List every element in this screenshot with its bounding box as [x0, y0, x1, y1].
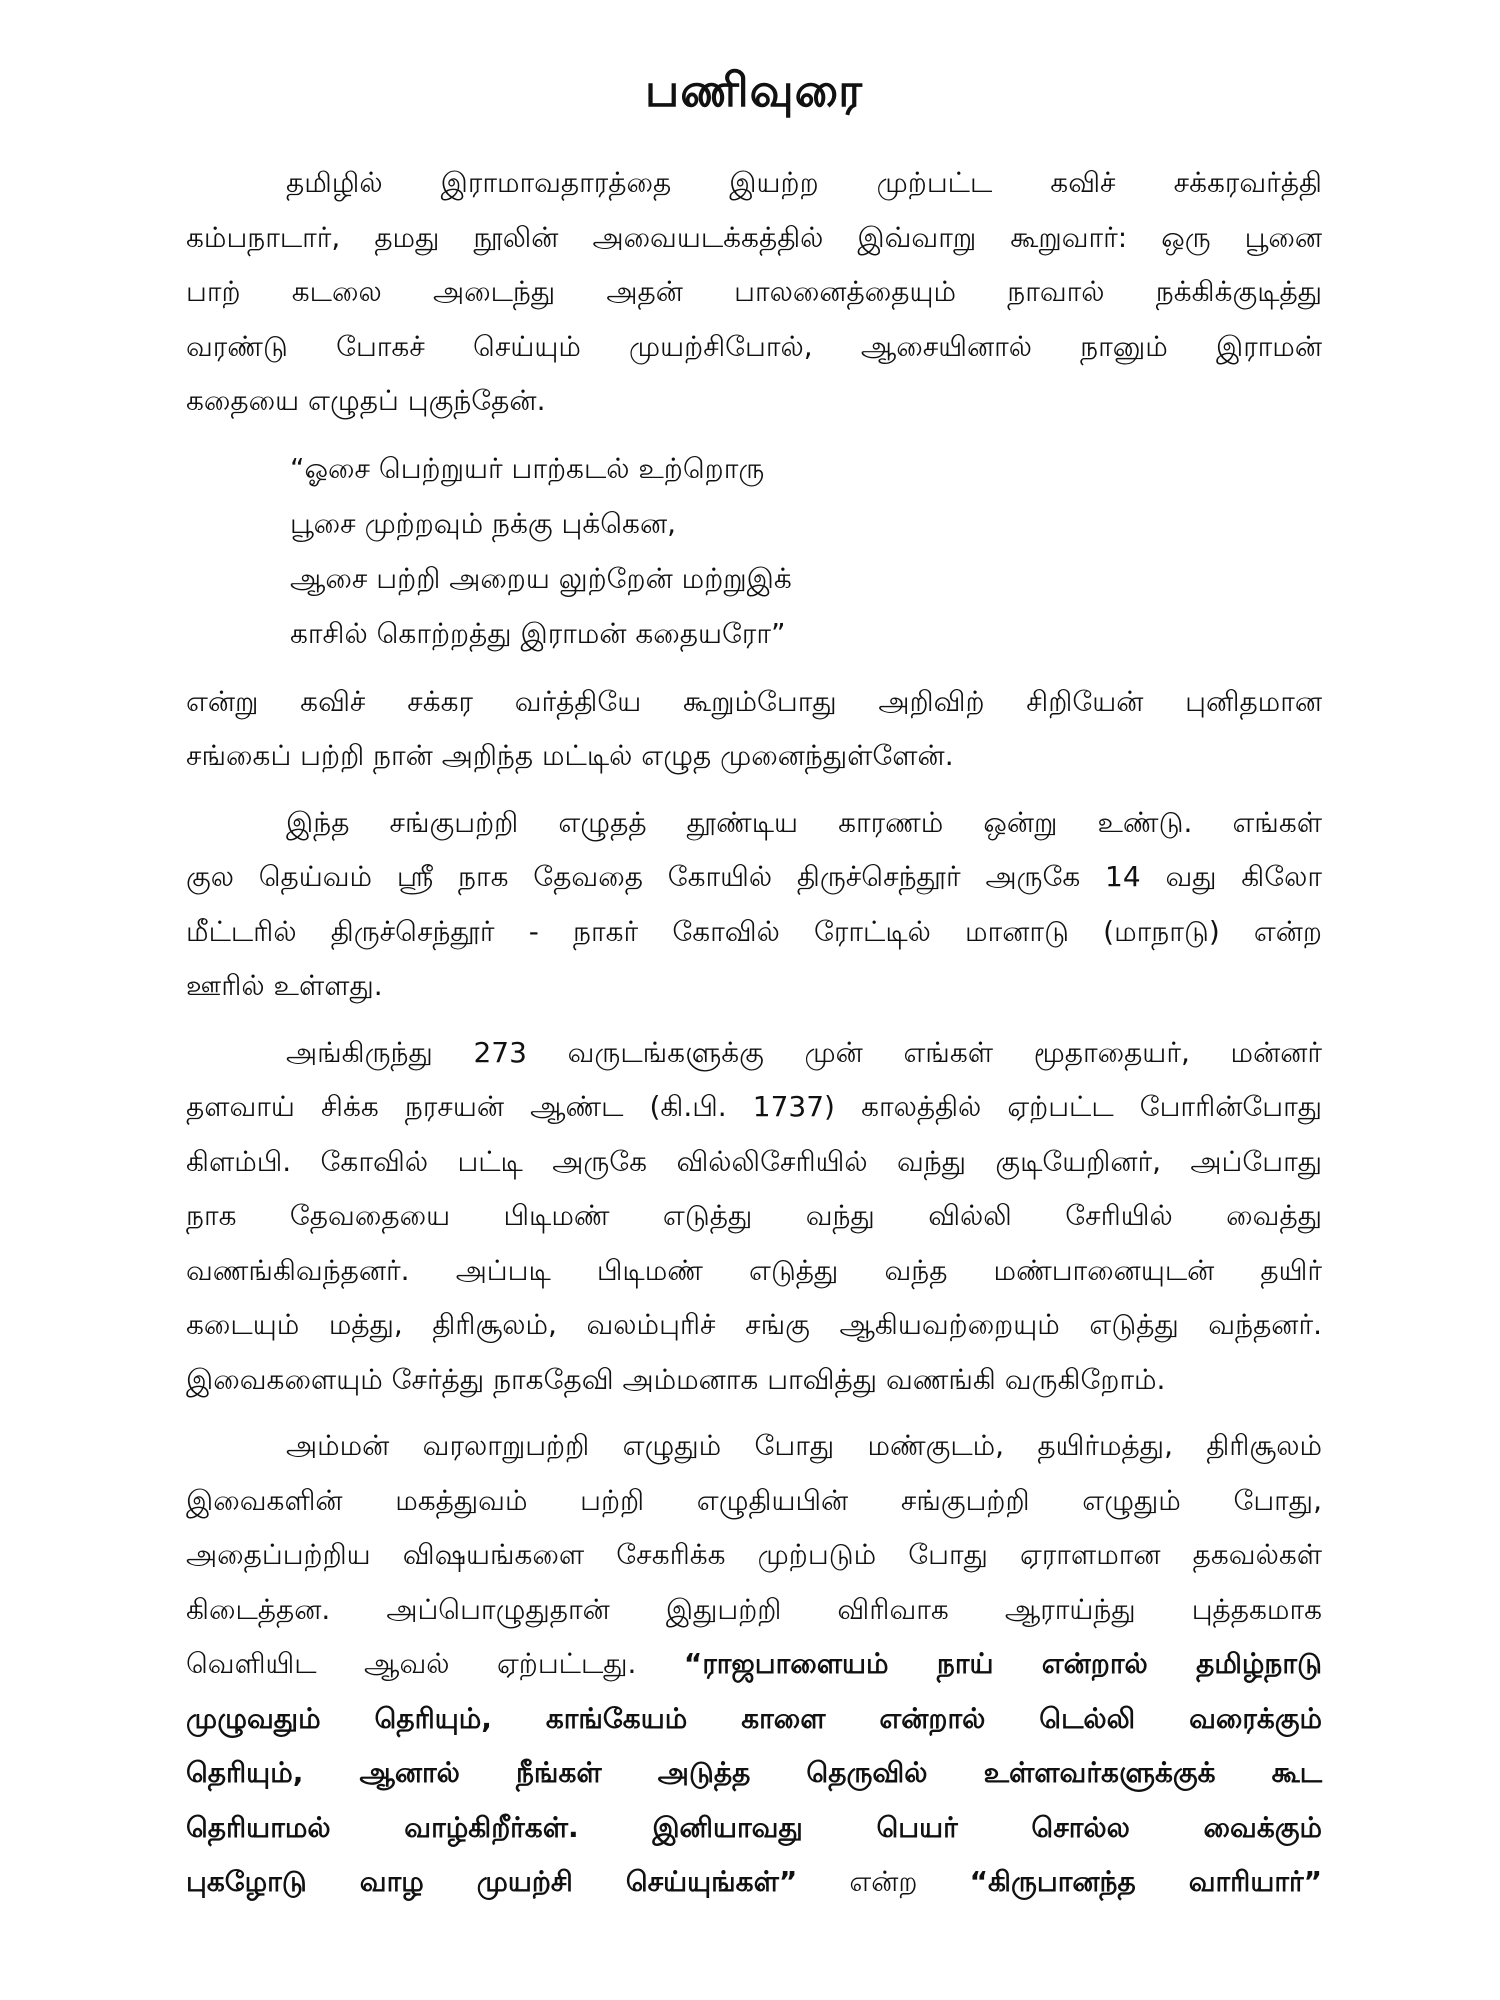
text-line: பாற் கடலை அடைந்து அதன் பாலனைத்தையும் நாவால் நக்கிக்குடித்து [186, 275, 1322, 308]
quote-line: முழுவதும் தெரியும், காங்கேயம் காளை என்றால் டெல்லி வரைக்கும் [186, 1701, 1322, 1735]
paragraph-4 [186, 1026, 1322, 1408]
text-run: என்ற [797, 1865, 970, 1898]
paragraph-2 [186, 675, 1322, 784]
quote-line: தெரியாமல் வாழ்கிறீர்கள். இனியாவது பெயர் சொல்ல வைக்கும் [186, 1810, 1322, 1844]
text-line: குல தெய்வம் ஸ்ரீ நாக தேவதை கோயில் திருச்செந்தூர் அருகே 14 வது கிலோ [186, 860, 1322, 893]
text-line: வரண்டு போகச் செய்யும் முயற்சிபோல், ஆசையினால் நானும் இராமன் [186, 329, 1322, 363]
text-run: வெளியிட ஆவல் ஏற்பட்டது. [186, 1647, 684, 1680]
document-page [186, 60, 1322, 1922]
text-line: மீட்டரில் திருச்செந்தூர் - நாகர் கோவில் ரோட்டில் மானாடு (மாநாடு) என்ற [186, 914, 1322, 948]
text-line: கடையும் மத்து, திரிசூலம், வலம்புரிச் சங்கு ஆகியவற்றையும் எடுத்து வந்தனர். [186, 1308, 1322, 1341]
verse-line: பூசை முற்றவும் நக்கு புக்கென, [290, 506, 677, 540]
text-line: கதையை எழுதப் புகுந்தேன். [186, 384, 546, 417]
text-line: தமிழில் இராமாவதாரத்தை இயற்ற முற்பட்ட கவிச் சக்கரவர்த்தி [286, 166, 1322, 199]
quote-line: தெரியும், ஆனால் நீங்கள் அடுத்த தெருவில் உள்ளவர்களுக்குக் கூட [186, 1756, 1322, 1789]
text-line: கம்பநாடார், தமது நூலின் அவையடக்கத்தில் இவ்வாறு கூறுவார்: ஒரு பூனை [186, 220, 1322, 254]
text-line: ஊரில் உள்ளது. [186, 969, 383, 1002]
text-line: என்று கவிச் சக்கர வர்த்தியே கூறும்போது அறிவிற் சிறியேன் புனிதமான [186, 684, 1322, 718]
text-line [186, 1855, 1322, 1910]
text-line: வணங்கிவந்தனர். அப்படி பிடிமண் எடுத்து வந்த மண்பானையுடன் தயிர் [186, 1253, 1322, 1287]
text-line: அம்மன் வரலாறுபற்றி எழுதும் போது மண்குடம், தயிர்மத்து, திரிசூலம் [286, 1429, 1322, 1462]
paragraph-1 [186, 156, 1322, 429]
text-line: கிடைத்தன. அப்பொழுதுதான் இதுபற்றி விரிவாக ஆராய்ந்து புத்தகமாக [186, 1592, 1322, 1626]
text-line: அதைப்பற்றிய விஷயங்களை சேகரிக்க முற்படும் போது ஏராளமான தகவல்கள் [186, 1538, 1322, 1571]
quote-text: “ராஜபாளையம் நாய் என்றால் தமிழ்நாடு [683, 1647, 1322, 1680]
text-line: தளவாய் சிக்க நரசயன் ஆண்ட (கி.பி. 1737) காலத்தில் ஏற்பட்ட போரின்போது [186, 1090, 1322, 1123]
text-line [186, 1637, 1322, 1692]
paragraph-3 [186, 796, 1322, 1014]
text-line: இவைகளையும் சேர்த்து நாகதேவி அம்மனாக பாவித்து வணங்கி வருகிறோம். [186, 1362, 1166, 1396]
text-line: அங்கிருந்து 273 வருடங்களுக்கு முன் எங்கள் மூதாதையர், மன்னர் [286, 1035, 1322, 1069]
verse-line: காசில் கொற்றத்து இராமன் கதையரோ” [290, 616, 786, 650]
text-line: கிளம்பி. கோவில் பட்டி அருகே வில்லிசேரியில் வந்து குடியேறினர், அப்போது [186, 1144, 1322, 1178]
verse-line: “ஓசை பெற்றுயர் பாற்கடல் உற்றொரு [290, 451, 765, 485]
paragraph-5 [186, 1419, 1322, 1910]
text-line: இந்த சங்குபற்றி எழுதத் தூண்டிய காரணம் ஒன்று உண்டு. எங்கள் [286, 805, 1322, 839]
author-name: “கிருபானந்த வாரியார்” [969, 1865, 1323, 1898]
text-line: இவைகளின் மகத்துவம் பற்றி எழுதியபின் சங்குபற்றி எழுதும் போது, [186, 1483, 1322, 1517]
verse-line: ஆசை பற்றி அறைய லுற்றேன் மற்றுஇக் [290, 561, 792, 595]
text-line: நாக தேவதையை பிடிமண் எடுத்து வந்து வில்லி சேரியில் வைத்து [186, 1199, 1322, 1232]
verse-quote [290, 441, 1322, 661]
page-title: பணிவுரை [645, 63, 863, 117]
text-line: சங்கைப் பற்றி நான் அறிந்த மட்டில் எழுத முனைந்துள்ளேன். [186, 739, 954, 772]
quote-text: புகழோடு வாழ முயற்சி செய்யுங்கள்” [186, 1865, 798, 1898]
